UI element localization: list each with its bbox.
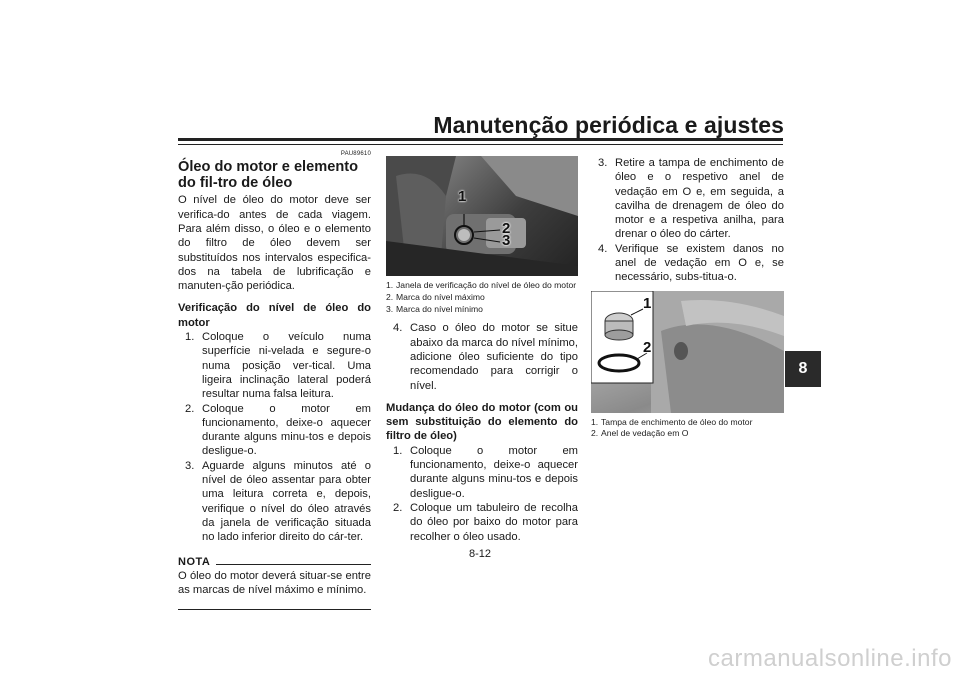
watermark-logo: carmanualsonline.info: [708, 645, 952, 672]
step-number: 2.: [185, 402, 195, 415]
list-item: [386, 321, 578, 392]
list-item: [178, 459, 371, 545]
callout-1: 1: [643, 294, 652, 312]
engine-illustration: [386, 156, 578, 276]
caption-item: 2. Anel de vedação em O: [591, 428, 689, 439]
subhead-oil-level-check: Verificação do nível de óleo do motor: [178, 302, 371, 329]
step-text: Aguarde alguns minutos até o nível de óleo assentar para obter uma leitura correta e, depois, verifique o nível do óleo através da janela de verificação situada no lado inferior direito do cár-ter.: [202, 459, 371, 544]
header-rule-thin: [178, 144, 783, 145]
callout-2: 2: [643, 338, 652, 356]
list-item: [591, 156, 784, 242]
caption-item: 1. Janela de verificação do nível de óleo do motor: [386, 280, 577, 290]
chapter-tab: 8: [785, 351, 821, 387]
section-code: PAU89610: [340, 151, 371, 157]
note-text: O óleo do motor deverá situar-se entre as marcas de nível máximo e mínimo.: [178, 569, 371, 596]
step-text: Verifique se existem danos no anel de vedação em O e, se necessário, subs-titua-o.: [615, 242, 784, 284]
list-item: [386, 501, 578, 544]
header-rule-thick: [178, 138, 783, 141]
oil-check-window-photo: [386, 156, 578, 276]
figure-captions: [386, 280, 578, 315]
list-item: [591, 242, 784, 285]
subhead-oil-change: Mudança do óleo do motor (com ou sem substituição do elemento do filtro de óleo): [386, 401, 578, 443]
note-label: NOTA: [178, 556, 214, 568]
callout-3: 3: [502, 232, 511, 249]
step-text: Coloque o motor em funcionamento, deixe-o aquecer durante alguns minu-tos e depois desligue-o.: [202, 402, 371, 458]
oil-change-steps-cont: [591, 156, 784, 285]
oil-level-step-4: [386, 321, 578, 392]
step-number: 3.: [598, 157, 608, 169]
callout-1: 1: [458, 188, 467, 205]
caption-item: 3. Marca do nível mínimo: [386, 303, 483, 314]
list-item: [386, 444, 578, 501]
section-title: Óleo do motor e elemento do fil-tro de óleo: [178, 159, 359, 192]
oil-filler-cap-photo: [591, 291, 784, 413]
step-number: 3.: [185, 459, 195, 472]
column-3: [591, 156, 784, 440]
step-text: Coloque um tabuleiro de recolha do óleo por baixo do motor para recolher o óleo usado.: [410, 501, 578, 543]
oil-change-steps: [386, 444, 578, 544]
figure-captions: [591, 417, 784, 441]
step-number: 4.: [393, 322, 403, 335]
step-text: Coloque o motor em funcionamento, deixe-o aquecer durante alguns minu-tos e depois desligue-o.: [410, 444, 578, 500]
list-item: [178, 330, 371, 401]
note-end-rule: [178, 609, 371, 610]
note-rule: [216, 564, 371, 565]
filler-cap-illustration: [591, 291, 784, 413]
step-number: 1.: [393, 444, 403, 457]
step-text: Retire a tampa de enchimento de óleo e o respetivo anel de vedação em O e, em seguida, a cavilha de drenagem de óleo do motor e a respetiva anilha, para drenar o óleo do cárter.: [615, 157, 784, 241]
caption-item: 2. Marca do nível máximo: [386, 291, 485, 302]
step-text: Caso o óleo do motor se situe abaixo da marca do nível mínimo, adicione óleo suficiente do tipo recomendado para corrigir o nível.: [410, 322, 578, 392]
step-text: Coloque o veículo numa superfície ni-velada e segure-o numa posição ver-tical. Uma ligeira inclinação lateral poderá resultar numa falsa leitura.: [202, 331, 371, 401]
column-1: [178, 150, 371, 610]
step-number: 1.: [185, 331, 195, 344]
list-item: [178, 402, 371, 459]
column-2: [386, 156, 578, 544]
oil-level-steps: [178, 330, 371, 544]
page-number: 8-12: [468, 548, 492, 560]
callout-2: 2: [502, 220, 511, 237]
step-number: 2.: [393, 501, 403, 514]
page-header-title: Manutenção periódica e ajustes: [433, 112, 784, 138]
caption-item: 1. Tampa de enchimento de óleo do motor: [591, 416, 753, 427]
intro-paragraph: O nível de óleo do motor deve ser verifica-do antes de cada viagem. Para além disso, o óleo e o elemento do filtro de óleo devem ser substituídos nos intervalos especifica-dos na tabela de lubrificação e manuten-ção periódica.: [178, 194, 371, 293]
step-number: 4.: [598, 242, 608, 255]
